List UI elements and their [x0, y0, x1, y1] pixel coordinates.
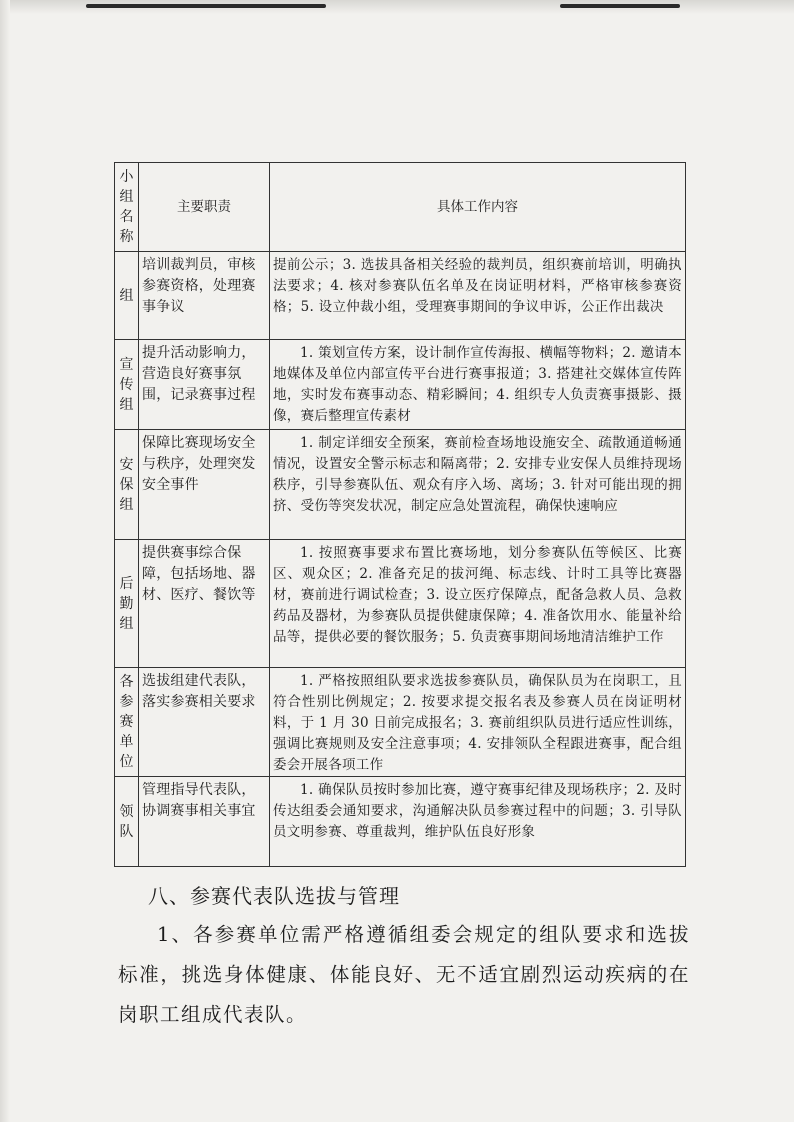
duty-cell: 培训裁判员，审核参赛资格，处理赛事争议	[139, 252, 270, 340]
scan-edge	[0, 0, 10, 1122]
header-group-name: 小组名称	[115, 163, 139, 252]
section-heading: 八、参赛代表队选拔与管理	[148, 884, 400, 908]
group-name-cell: 安保组	[115, 430, 139, 540]
content-cell: 1. 严格按照组队要求选拔参赛队员，确保队员为在岗职工，且符合性别比例规定；2. 按要求提交报名表及参赛人员在岗证明材料，于 1 月 30 日前完成报名；3. 赛前组织队员进行适应性训练，强调比赛规则及安全注意事项；4. 安排领队全程跟进赛事，配合组委会开展各项工作	[270, 668, 686, 777]
content-cell: 提前公示；3. 选拔具备相关经验的裁判员，组织赛前培训，明确执法要求；4. 核对参赛队伍名单及在岗证明材料，严格审核参赛资格；5. 设立仲裁小组，受理赛事期间的争议申诉，公正作出裁决	[270, 252, 686, 340]
table-row	[115, 340, 686, 430]
table-row	[115, 540, 686, 668]
table-row	[115, 668, 686, 777]
duty-table	[114, 162, 686, 867]
content-cell: 1. 确保队员按时参加比赛，遵守赛事纪律及现场秩序；2. 及时传达组委会通知要求，沟通解决队员参赛过程中的问题；3. 引导队员文明参赛、尊重裁判，维护队伍良好形象	[270, 777, 686, 867]
duty-cell: 保障比赛现场安全与秩序，处理突发安全事件	[139, 430, 270, 540]
table-row	[115, 777, 686, 867]
table-row	[115, 252, 686, 340]
duty-cell: 管理指导代表队，协调赛事相关事宜	[139, 777, 270, 867]
table-row	[115, 430, 686, 540]
content-cell: 1. 按照赛事要求布置比赛场地，划分参赛队伍等候区、比赛区、观众区；2. 准备充足的拔河绳、标志线、计时工具等比赛器材，赛前进行调试检查；3. 设立医疗保障点，配备急救人员、急救药品及器材，为参赛队员提供健康保障；4. 准备饮用水、能量补给品等，提供必要的餐饮服务；5. 负责赛事期间场地清洁维护工作	[270, 540, 686, 668]
header-work-content: 具体工作内容	[270, 163, 686, 252]
duty-cell: 提升活动影响力，营造良好赛事氛围，记录赛事过程	[139, 340, 270, 430]
content-cell: 1. 制定详细安全预案，赛前检查场地设施安全、疏散通道畅通情况，设置安全警示标志和隔离带；2. 安排专业安保人员维持现场秩序，引导参赛队伍、观众有序入场、离场；3. 针对可能出现的拥挤、受伤等突发状况，制定应急处置流程，确保快速响应	[270, 430, 686, 540]
table-header-row	[115, 163, 686, 252]
header-main-duty: 主要职责	[139, 163, 270, 252]
scan-mark	[86, 4, 326, 8]
group-name-cell: 宣传组	[115, 340, 139, 430]
duty-cell: 选拔组建代表队，落实参赛相关要求	[139, 668, 270, 777]
group-name-cell: 后勤组	[115, 540, 139, 668]
body-paragraph: 1、各参赛单位需严格遵循组委会规定的组队要求和选拔标准，挑选身体健康、体能良好、无不适宜剧烈运动疾病的在岗职工组成代表队。	[118, 923, 690, 1026]
group-name-cell: 领队	[115, 777, 139, 867]
duty-cell: 提供赛事综合保障，包括场地、器材、医疗、餐饮等	[139, 540, 270, 668]
scan-mark	[560, 4, 680, 8]
content-cell: 1. 策划宣传方案，设计制作宣传海报、横幅等物料；2. 邀请本地媒体及单位内部宣传平台进行赛事报道；3. 搭建社交媒体宣传阵地，实时发布赛事动态、精彩瞬间；4. 组织专人负责赛事摄影、摄像，赛后整理宣传素材	[270, 340, 686, 430]
group-name-cell: 组	[115, 252, 139, 340]
group-name-cell: 各参赛单位	[115, 668, 139, 777]
